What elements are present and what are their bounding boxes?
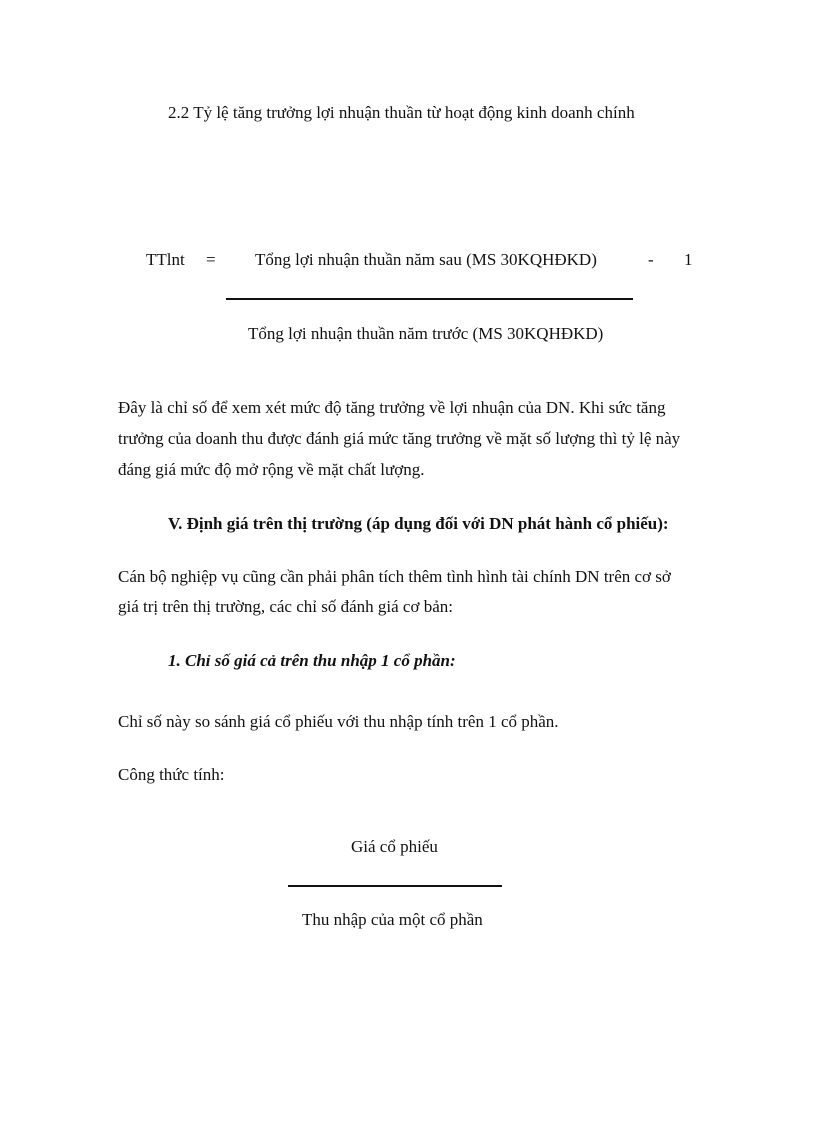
- paragraph-line: trưởng của doanh thu được đánh giá mức tăng trưởng về mặt số lượng thì tỷ lệ này: [118, 429, 681, 448]
- formula-one: 1: [684, 250, 693, 269]
- formula-equals: =: [206, 250, 216, 269]
- formula-denominator: Tổng lợi nhuận thuần năm trước (MS 30KQHĐKD): [248, 324, 604, 343]
- paragraph-line: Cán bộ nghiệp vụ cũng cần phải phân tích thêm tình hình tài chính DN trên cơ sở: [118, 567, 671, 586]
- formula-numerator: Giá cổ phiếu: [351, 837, 438, 856]
- formula-denominator: Thu nhập của một cổ phần: [302, 910, 483, 929]
- section-heading: 2.2 Tỷ lệ tăng trưởng lợi nhuận thuần từ hoạt động kinh doanh chính: [168, 103, 635, 122]
- sentence-pe-description: Chỉ số này so sánh giá cổ phiếu với thu nhập tính trên 1 cổ phần.: [118, 712, 559, 731]
- fraction-bar: [288, 885, 502, 887]
- heading-market-valuation: V. Định giá trên thị trường (áp dụng đối với DN phát hành cổ phiếu):: [168, 514, 669, 533]
- paragraph-line: giá trị trên thị trường, các chỉ số đánh giá cơ bản:: [118, 597, 453, 616]
- formula-minus: -: [648, 250, 654, 269]
- paragraph-line: Đây là chỉ số để xem xét mức độ tăng trưởng về lợi nhuận của DN. Khi sức tăng: [118, 398, 666, 417]
- formula-label: Công thức tính:: [118, 765, 225, 784]
- subheading-pe-ratio: 1. Chỉ số giá cả trên thu nhập 1 cổ phần:: [168, 651, 456, 670]
- fraction-bar: [226, 298, 633, 300]
- formula-symbol: TTlnt: [146, 250, 185, 269]
- formula-numerator: Tổng lợi nhuận thuần năm sau (MS 30KQHĐKD): [255, 250, 597, 269]
- paragraph-line: đáng giá mức độ mở rộng về mặt chất lượng.: [118, 460, 425, 479]
